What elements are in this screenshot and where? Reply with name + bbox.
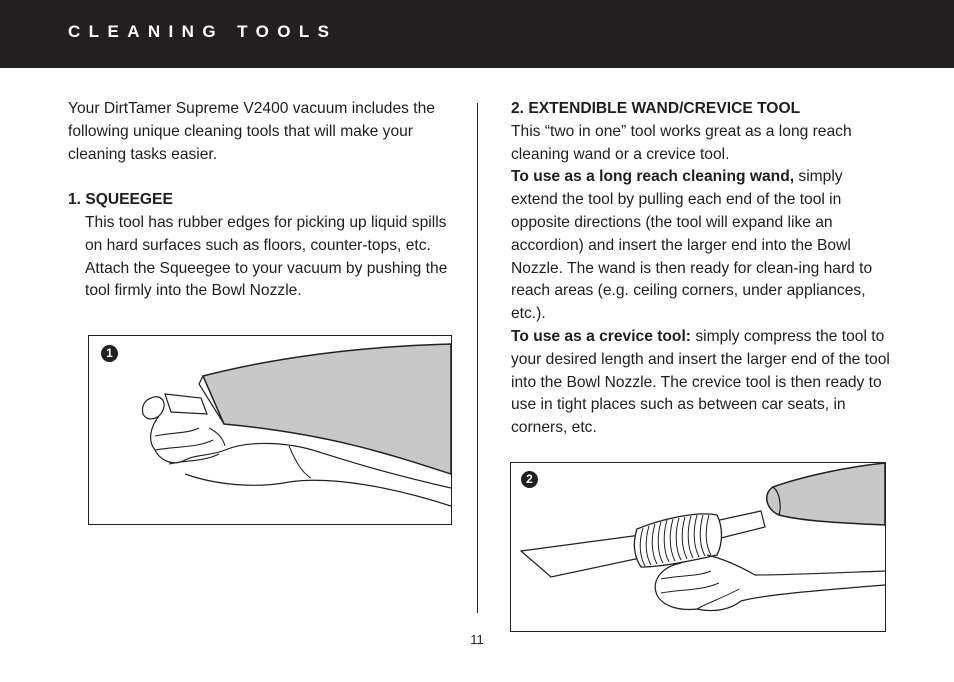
wand-usage-paragraph	[511, 166, 891, 326]
header-title: CLEANING TOOLS	[68, 22, 338, 41]
squeegee-description: This tool has rubber edges for picking up liquid spills on hard surfaces such as floors, counter-tops, etc. Attach the Squeegee to your vacuum by pushing the tool firmly into the Bowl Nozzle.	[85, 213, 448, 300]
intro-paragraph: Your DirtTamer Supreme V2400 vacuum includes the following unique cleaning tools that will make your cleaning tasks easier.	[68, 100, 435, 163]
page-header	[0, 0, 954, 68]
wand-usage-text: simply extend the tool by pulling each end of the tool in opposite directions (the tool will expand like an accordion) and insert the larger end into the Bowl Nozzle. The wand is then ready for clean-ing hard to reach areas (e.g. ceiling corners, under appliances, etc.).	[511, 168, 873, 323]
squeegee-heading: 1. SQUEEGEE	[68, 191, 173, 209]
crevice-usage-label: To use as a crevice tool:	[511, 327, 691, 345]
wand-drawing	[511, 463, 885, 631]
extendible-wand-illustration	[510, 462, 886, 632]
page-number: 11	[470, 632, 484, 647]
column-divider	[477, 103, 478, 613]
crevice-usage-text: simply compress the tool to your desired length and insert the larger end of the tool into the Bowl Nozzle. The crevice tool is then ready to use in tight places such as between car seats, in corners, etc.	[511, 327, 890, 437]
figure-1-badge: 1	[101, 345, 118, 362]
wand-intro: This “two in one” tool works great as a long reach cleaning wand or a crevice tool.	[511, 122, 852, 163]
wand-usage-label: To use as a long reach cleaning wand,	[511, 168, 795, 186]
squeegee-illustration	[88, 335, 452, 525]
figure-2-badge: 2	[521, 471, 538, 488]
crevice-usage-paragraph	[511, 326, 891, 440]
right-column	[511, 98, 891, 440]
wand-heading: 2. EXTENDIBLE WAND/CREVICE TOOL	[511, 100, 801, 117]
left-column	[68, 98, 453, 303]
squeegee-drawing	[89, 336, 451, 524]
